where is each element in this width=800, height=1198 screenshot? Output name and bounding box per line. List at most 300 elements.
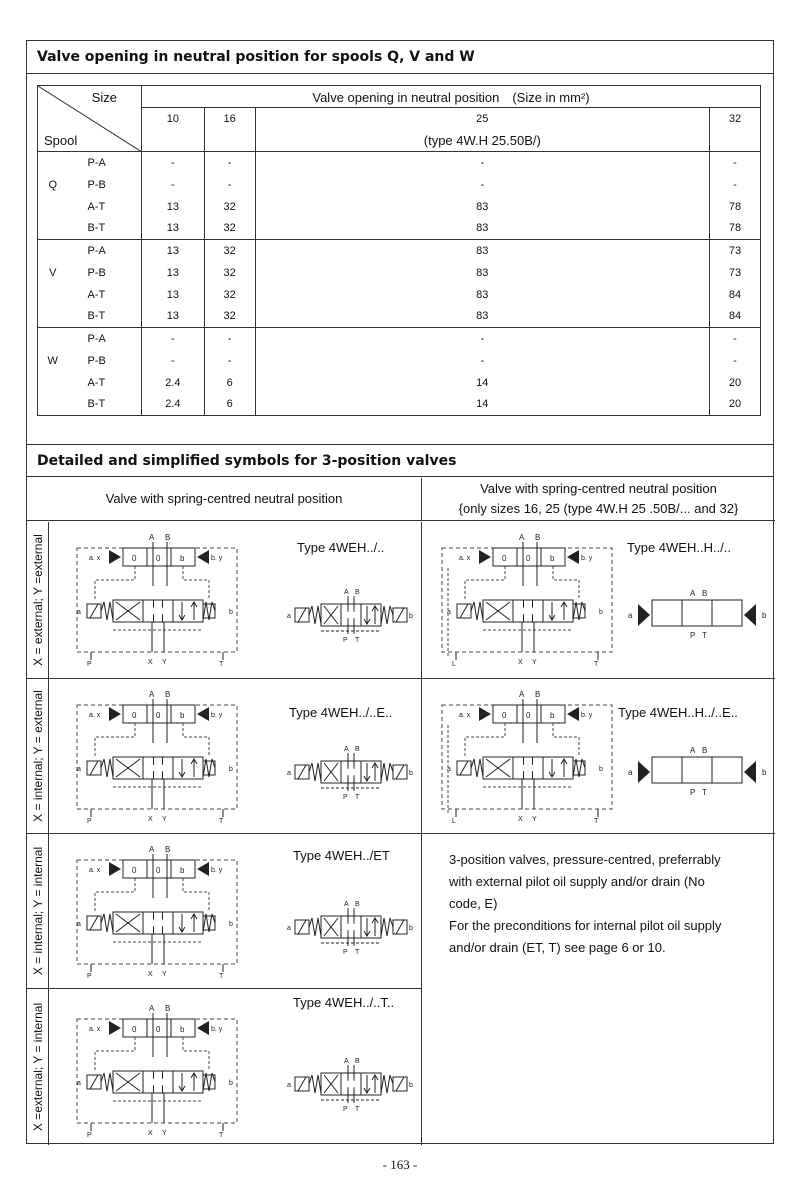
port-label: b: [409, 770, 413, 777]
type-label: Type 4WEH..H../..E..: [618, 705, 738, 720]
value-cell: -: [255, 152, 709, 174]
value-cell: -: [204, 350, 255, 372]
size-header-25: 25: [255, 108, 709, 130]
simplified-symbol: [624, 582, 770, 644]
row-label-4: X =external; Y = internal: [27, 989, 49, 1145]
solenoid-slash: [298, 1077, 306, 1091]
spring-icon: [309, 918, 321, 936]
port-label: A: [149, 690, 155, 699]
port-cell: B-T: [68, 394, 142, 416]
port-label: B: [702, 589, 708, 598]
symbol-cell-r4-left: [49, 989, 422, 1145]
valve-box: [173, 757, 203, 779]
port-label: T: [219, 1132, 224, 1139]
pilot-line: [553, 566, 579, 600]
port-label: A: [344, 901, 349, 908]
table-row: [38, 372, 761, 394]
column-header-right: Valve with spring-centred neutral position {only sizes 16, 25 (type 4W.H 25 .50B/... and 32}: [422, 478, 775, 521]
symbol-cell-r2-right: [422, 679, 775, 834]
port-label: L: [452, 661, 456, 668]
value-cell: 20: [709, 372, 760, 394]
port-label: a. x: [89, 1026, 101, 1033]
port-label: Y: [162, 971, 167, 978]
spring-icon: [381, 606, 393, 624]
value-cell: 83: [255, 218, 709, 240]
position-label: b: [180, 554, 185, 563]
spool-cell: [38, 196, 68, 218]
value-cell: -: [142, 174, 205, 196]
port-label: b: [409, 1082, 413, 1089]
port-label: A: [690, 589, 696, 598]
port-label: Y: [532, 816, 537, 823]
table-row: [38, 394, 761, 416]
position-label: 0: [526, 554, 531, 563]
valve-box: [513, 757, 543, 779]
table-row: [38, 306, 761, 328]
solenoid-slash: [396, 920, 404, 934]
value-cell: 32: [204, 240, 255, 262]
valve-box: [361, 916, 381, 938]
port-cell: P-A: [87, 332, 106, 345]
port-cell: P-A: [87, 156, 106, 169]
port-label: A: [344, 746, 349, 753]
valve-box: [341, 916, 361, 938]
port-label: a: [447, 766, 451, 773]
value-cell: -: [255, 328, 709, 350]
spring-icon: [573, 602, 585, 620]
detailed-symbol: [69, 528, 249, 668]
value-cell: 32: [204, 306, 255, 328]
port-label: b: [229, 609, 233, 616]
simplified-symbol: [285, 739, 415, 801]
port-label: Y: [162, 816, 167, 823]
pilot-line: [95, 566, 135, 600]
port-label: P: [87, 973, 92, 980]
solenoid-triangle-icon: [197, 1021, 209, 1035]
port-label: T: [594, 818, 599, 825]
port-label: B: [165, 1004, 171, 1013]
port-label: A: [344, 589, 349, 596]
table-row: [38, 328, 761, 350]
value-cell: 78: [709, 196, 760, 218]
spool-cell: [38, 240, 68, 262]
pilot-line: [95, 723, 135, 757]
value-cell: 13: [142, 196, 205, 218]
port-label: B: [165, 533, 171, 542]
detailed-symbol: [434, 528, 624, 668]
port-label: B: [702, 746, 708, 755]
value-cell: 84: [709, 306, 760, 328]
corner-size-label: Size: [91, 90, 117, 105]
port-label: Y: [162, 659, 167, 666]
port-label: P: [690, 631, 696, 640]
port-label: P: [87, 818, 92, 825]
port-label: a. x: [89, 867, 101, 874]
port-label: T: [702, 631, 707, 640]
solenoid-triangle-icon: [197, 550, 209, 564]
table-main-header: Valve opening in neutral position (Size in mm²): [142, 86, 761, 108]
value-cell: 6: [204, 394, 255, 416]
solenoid-slash: [90, 916, 98, 930]
port-label: a: [77, 766, 81, 773]
value-cell: 73: [709, 262, 760, 284]
valve-box: [173, 1071, 203, 1093]
position-label: 0: [156, 711, 161, 720]
port-label: a: [287, 1082, 291, 1089]
position-label: 0: [156, 1025, 161, 1034]
port-label: X: [148, 659, 153, 666]
port-label: A: [149, 1004, 155, 1013]
port-label: T: [355, 949, 360, 956]
table-row: [38, 152, 761, 174]
value-cell: -: [709, 152, 760, 174]
symbol-cell-r3-left: [49, 834, 422, 989]
solenoid-slash: [90, 604, 98, 618]
value-cell: 32: [204, 218, 255, 240]
detailed-symbol: [69, 685, 249, 825]
value-cell: 84: [709, 284, 760, 306]
port-label: B: [355, 901, 360, 908]
valve-box: [143, 1071, 173, 1093]
position-label: 0: [132, 866, 137, 875]
port-label: b. y: [211, 867, 223, 874]
size-header-16: 16: [204, 108, 255, 130]
port-label: T: [219, 661, 224, 668]
port-label: P: [343, 949, 348, 956]
port-label: A: [690, 746, 696, 755]
type-label: Type 4WEH..H../..: [627, 540, 732, 555]
solenoid-triangle-icon: [567, 550, 579, 564]
port-label: a: [287, 770, 291, 777]
position-label: 0: [132, 711, 137, 720]
valve-box: [543, 600, 573, 622]
type-label: Type 4WEH../..T..: [293, 995, 395, 1010]
port-label: B: [165, 845, 171, 854]
valve-box: [143, 757, 173, 779]
spring-icon: [101, 1073, 113, 1091]
port-label: b: [409, 613, 413, 620]
symbol-cell-r2-left: [49, 679, 422, 834]
spring-icon: [101, 759, 113, 777]
position-label: b: [550, 554, 555, 563]
spool-cell: W: [38, 350, 68, 372]
valve-box: [652, 757, 682, 783]
value-cell: 13: [142, 306, 205, 328]
spring-icon: [471, 602, 483, 620]
value-cell: -: [204, 328, 255, 350]
value-cell: 83: [255, 262, 709, 284]
detailed-symbol: [69, 999, 249, 1139]
port-label: A: [149, 533, 155, 542]
spring-icon: [381, 1075, 393, 1093]
port-label: a. x: [89, 555, 101, 562]
size-header-32: 32: [709, 108, 760, 130]
port-label: P: [87, 1132, 92, 1139]
table-row: [38, 174, 761, 196]
port-label: b: [409, 925, 413, 932]
solenoid-slash: [396, 608, 404, 622]
value-cell: 73: [709, 240, 760, 262]
port-label: A: [519, 690, 525, 699]
solenoid-triangle-icon: [479, 707, 491, 721]
value-cell: 83: [255, 284, 709, 306]
port-label: a: [77, 1080, 81, 1087]
solenoid-triangle-icon: [109, 862, 121, 876]
value-cell: -: [255, 350, 709, 372]
port-label: P: [87, 661, 92, 668]
table-row: [38, 196, 761, 218]
type-label: Type 4WEH../ET: [293, 848, 390, 863]
value-cell: 2.4: [142, 394, 205, 416]
solenoid-triangle-icon: [109, 707, 121, 721]
valve-box: [682, 600, 712, 626]
port-label: B: [355, 589, 360, 596]
value-cell: 14: [255, 394, 709, 416]
valve-box: [361, 1073, 381, 1095]
valve-box: [361, 761, 381, 783]
port-label: a: [287, 925, 291, 932]
spring-icon: [203, 1073, 215, 1091]
valve-box: [143, 912, 173, 934]
pilot-triangle-icon: [744, 761, 756, 783]
port-label: Y: [532, 659, 537, 666]
page-number: - 163 -: [382, 1157, 418, 1172]
pilot-triangle-icon: [638, 761, 650, 783]
value-cell: 13: [142, 240, 205, 262]
port-label: P: [343, 794, 348, 801]
section-title-symbols: Detailed and simplified symbols for 3-position valves: [27, 444, 773, 477]
port-label: T: [702, 788, 707, 797]
pilot-line: [95, 878, 135, 912]
table-row: [38, 284, 761, 306]
value-cell: -: [204, 152, 255, 174]
value-cell: -: [709, 350, 760, 372]
port-label: b. y: [211, 1026, 223, 1033]
pilot-line: [183, 1037, 209, 1071]
pilot-triangle-icon: [744, 604, 756, 626]
spool-cell: [38, 372, 68, 394]
solenoid-slash: [460, 604, 468, 618]
port-label: b. y: [581, 555, 593, 562]
solenoid-triangle-icon: [109, 1021, 121, 1035]
corner-spool-label: Spool: [44, 133, 78, 148]
port-label: P: [343, 637, 348, 644]
solenoid-slash: [90, 761, 98, 775]
solenoid-slash: [298, 765, 306, 779]
value-cell: 83: [255, 196, 709, 218]
pilot-line: [465, 566, 505, 600]
port-label: b: [229, 1080, 233, 1087]
port-label: P: [690, 788, 696, 797]
value-cell: -: [204, 174, 255, 196]
port-label: b: [599, 766, 603, 773]
symbol-cell-r1-left: [49, 522, 422, 679]
solenoid-slash: [396, 1077, 404, 1091]
symbol-cell-r1-right: [422, 522, 775, 679]
port-label: a. x: [459, 555, 471, 562]
port-label: P: [343, 1106, 348, 1113]
spring-icon: [471, 759, 483, 777]
port-label: B: [355, 1058, 360, 1065]
position-label: b: [180, 866, 185, 875]
port-label: a. x: [89, 712, 101, 719]
port-cell: A-T: [87, 288, 106, 301]
value-cell: 32: [204, 196, 255, 218]
spool-cell: [38, 284, 68, 306]
value-cell: -: [255, 174, 709, 196]
port-label: T: [355, 794, 360, 801]
port-label: b: [762, 611, 767, 620]
port-label: b: [762, 768, 767, 777]
pilot-triangle-icon: [638, 604, 650, 626]
port-label: A: [149, 845, 155, 854]
port-label: b: [229, 921, 233, 928]
valve-box: [361, 604, 381, 626]
port-label: B: [535, 533, 541, 542]
spool-cell: V: [38, 262, 68, 284]
pressure-centred-note: 3-position valves, pressure-centred, preferrably with external pilot oil supply and/or drain (No code, E) For the preconditions for internal pilot oil supply and/or drain (ET, T) see page 6 or 10.: [449, 852, 722, 955]
solenoid-slash: [460, 761, 468, 775]
port-label: X: [148, 971, 153, 978]
valve-box: [143, 600, 173, 622]
port-cell: P-A: [87, 244, 106, 257]
solenoid-triangle-icon: [567, 707, 579, 721]
position-label: 0: [526, 711, 531, 720]
spring-icon: [203, 759, 215, 777]
spool-cell: Q: [38, 174, 68, 196]
port-cell: A-T: [87, 376, 106, 389]
size-header-10: 10: [142, 108, 205, 130]
value-cell: 83: [255, 240, 709, 262]
port-label: a: [77, 609, 81, 616]
column-header-left: Valve with spring-centred neutral position: [27, 478, 422, 521]
size-25-note: (type 4W.H 25.50B/): [255, 130, 709, 152]
solenoid-triangle-icon: [197, 862, 209, 876]
solenoid-slash: [298, 920, 306, 934]
pilot-line: [553, 723, 579, 757]
position-label: b: [180, 1025, 185, 1034]
value-cell: 14: [255, 372, 709, 394]
value-cell: 78: [709, 218, 760, 240]
position-label: 0: [502, 554, 507, 563]
position-label: b: [550, 711, 555, 720]
simplified-symbol: [285, 582, 415, 644]
port-label: B: [165, 690, 171, 699]
spring-icon: [101, 914, 113, 932]
port-label: Y: [162, 1130, 167, 1137]
table-row: [38, 350, 761, 372]
pilot-line: [183, 723, 209, 757]
port-label: X: [148, 1130, 153, 1137]
valve-box: [173, 600, 203, 622]
value-cell: -: [709, 174, 760, 196]
port-label: b. y: [211, 712, 223, 719]
value-cell: 13: [142, 218, 205, 240]
spool-cell: [38, 152, 68, 174]
simplified-symbol: [624, 739, 770, 801]
position-label: 0: [132, 554, 137, 563]
type-label: Type 4WEH../..: [297, 540, 385, 555]
table-row: [38, 218, 761, 240]
table-corner-cell: [38, 86, 142, 152]
spring-icon: [203, 602, 215, 620]
valve-box: [543, 757, 573, 779]
value-cell: -: [142, 152, 205, 174]
port-cell: B-T: [68, 306, 142, 328]
valve-box: [513, 600, 543, 622]
value-cell: -: [142, 328, 205, 350]
row-label-1: X = external; Y =external: [27, 522, 49, 679]
position-label: 0: [156, 554, 161, 563]
port-label: T: [355, 1106, 360, 1113]
valve-opening-table: [37, 85, 761, 416]
port-label: a: [628, 611, 633, 620]
port-label: b: [599, 609, 603, 616]
solenoid-triangle-icon: [197, 707, 209, 721]
port-label: X: [518, 816, 523, 823]
spool-cell: [38, 306, 68, 328]
port-label: a: [447, 609, 451, 616]
solenoid-slash: [90, 1075, 98, 1089]
port-label: B: [535, 690, 541, 699]
port-label: A: [519, 533, 525, 542]
simplified-symbol: [285, 1051, 415, 1113]
port-cell: P-B: [87, 178, 106, 191]
detailed-symbol: [434, 685, 624, 825]
port-label: a. x: [459, 712, 471, 719]
simplified-symbol: [285, 894, 415, 956]
spring-icon: [309, 763, 321, 781]
valve-box: [712, 600, 742, 626]
port-cell: P-B: [87, 354, 106, 367]
position-label: b: [180, 711, 185, 720]
spring-icon: [573, 759, 585, 777]
spring-icon: [309, 1075, 321, 1093]
port-label: b. y: [581, 712, 593, 719]
value-cell: -: [142, 350, 205, 372]
port-label: T: [219, 818, 224, 825]
pilot-line: [183, 566, 209, 600]
valve-box: [341, 604, 361, 626]
value-cell: 13: [142, 284, 205, 306]
valve-box: [341, 761, 361, 783]
type-label: Type 4WEH../..E..: [289, 705, 393, 720]
pilot-line: [95, 1037, 135, 1071]
spring-icon: [309, 606, 321, 624]
spool-cell: [38, 218, 68, 240]
valve-box: [173, 912, 203, 934]
port-cell: B-T: [68, 218, 142, 240]
port-label: B: [355, 746, 360, 753]
pilot-line: [465, 723, 505, 757]
valve-box: [652, 600, 682, 626]
port-label: a: [77, 921, 81, 928]
port-label: L: [452, 818, 456, 825]
port-label: a: [287, 613, 291, 620]
spool-cell: [38, 394, 68, 416]
position-label: 0: [502, 711, 507, 720]
section-title-valve-opening: Valve opening in neutral position for spools Q, V and W: [27, 41, 773, 74]
spool-cell: [38, 328, 68, 350]
page-frame: [26, 40, 774, 1144]
spring-icon: [203, 914, 215, 932]
position-label: 0: [156, 866, 161, 875]
solenoid-slash: [396, 765, 404, 779]
valve-box: [341, 1073, 361, 1095]
value-cell: 20: [709, 394, 760, 416]
solenoid-slash: [298, 608, 306, 622]
port-label: T: [355, 637, 360, 644]
